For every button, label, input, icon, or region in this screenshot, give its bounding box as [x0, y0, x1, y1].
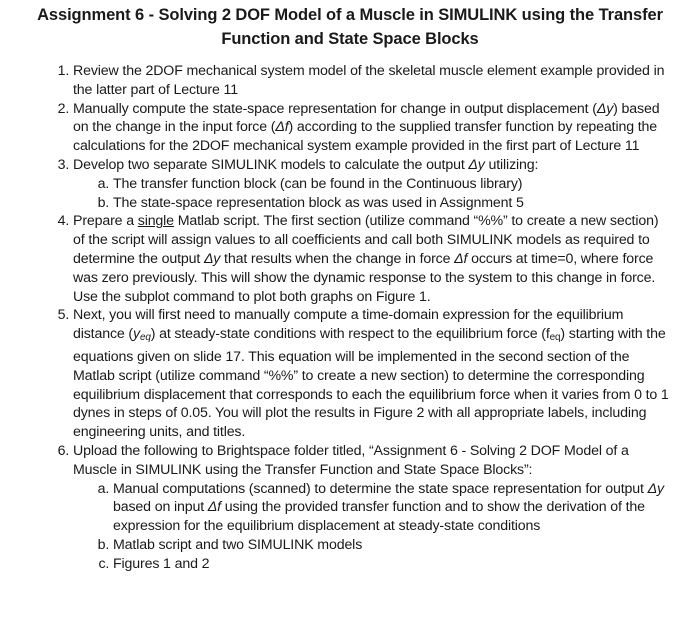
sub-6a-text-1: Manual computations (scanned) to determine the state space representation for output [113, 480, 648, 497]
item-5-text-b: ) at steady-state conditions with respect to the equilibrium force (f [150, 326, 550, 343]
delta-f-symbol: Δf [275, 119, 289, 136]
item-2-text-c: ) according to the supplied transfer function by repeating the calculations for the 2DOF mechanical system example provided in the first part of Lecture 11 [73, 119, 657, 155]
delta-f-symbol: Δf [207, 499, 221, 516]
item-2-text-b: ) based on the change in the input force ( [73, 100, 660, 136]
delta-y-symbol: Δy [468, 156, 485, 173]
sub-6a-text-3: using the provided transfer function and to show the derivation of the expression for the equilibrium displacement at steady-state conditions [113, 499, 645, 535]
title-line-2: Function and State Space Blocks [221, 30, 479, 48]
list-item-1 [73, 62, 673, 100]
underlined-single: single [137, 213, 174, 230]
item-1-text: Review the 2DOF mechanical system model of the skeletal muscle element example provided in the latter part of Lecture 11 [73, 63, 665, 98]
list-item-2 [73, 100, 673, 156]
sub-item-3a: a. The transfer function block (can be found in the Continuous library) [113, 175, 673, 194]
eq-subscript: eq [139, 332, 151, 344]
item-6-text-a: Upload the following to Brightspace folder titled, “Assignment 6 - Solving 2 DOF Model of a Muscle in SIMULINK using the Transfer Function and State Space Blocks”: [73, 442, 629, 478]
eq-subscript: eq [549, 332, 561, 344]
delta-y-symbol: Δy [596, 100, 614, 117]
sub-item-3b: b. The state-space representation block as was used in Assignment 5 [113, 194, 673, 213]
sub-item-6a [113, 480, 673, 536]
title-line-1: Assignment 6 - Solving 2 DOF Model of a Muscle in SIMULINK using the Transfer [37, 6, 663, 24]
list-item-4 [73, 212, 673, 306]
list-item-5 [73, 306, 673, 442]
item-4-text-d: occurs at time=0, where force was zero previously. This will show the dynamic response to the system to this change in force. Use the subplot command to plot both graphs on Figure 1. [73, 250, 656, 305]
delta-y-symbol: Δy [647, 480, 664, 497]
item-5-text-a: Next, you will first need to manually compute a time-domain expression for the equilibrium distance ( [73, 307, 624, 343]
item-6-sublist [73, 480, 673, 574]
item-4-text-a: Prepare a [73, 213, 138, 230]
list-item-6 [73, 442, 673, 574]
item-3-sublist [73, 175, 673, 213]
sub-item-6c: c. Figures 1 and 2 [113, 555, 673, 574]
delta-f-symbol: Δf [454, 250, 468, 267]
item-4-text-c: that results when the change in force [220, 250, 455, 267]
sub-item-6b: b. Matlab script and two SIMULINK models [113, 536, 673, 555]
assignment-title [0, 3, 700, 51]
y-symbol: y [133, 326, 140, 343]
sub-6a-text-2: based on input [113, 499, 208, 516]
item-2-text-a: Manually compute the state-space representation for change in output displacement ( [73, 100, 597, 117]
item-4-text-b: Matlab script. The first section (utilize command “%%” to create a new section) of the script will assign values to all coefficients and call both SIMULINK models as required to determine the output [73, 213, 659, 267]
item-3-text-a: Develop two separate SIMULINK models to calculate the output [73, 156, 469, 173]
list-item-3 [73, 156, 673, 212]
item-5-text-c: ) starting with the equations given on slide 17. This equation will be implemented in the second section of the Matlab script (utilize command “%%” to create a new section) to determine the corresponding equilibrium displacement that corresponds to each the equilibrium force when it varies from 0 to 1 dynes in steps of 0.05. You will plot the results in Figure 2 with all appropriate labels, including engineering units, and titles. [73, 326, 669, 441]
delta-y-symbol: Δy [203, 250, 221, 267]
item-3-text-b: utilizing: [484, 156, 539, 173]
instruction-list [52, 62, 673, 574]
